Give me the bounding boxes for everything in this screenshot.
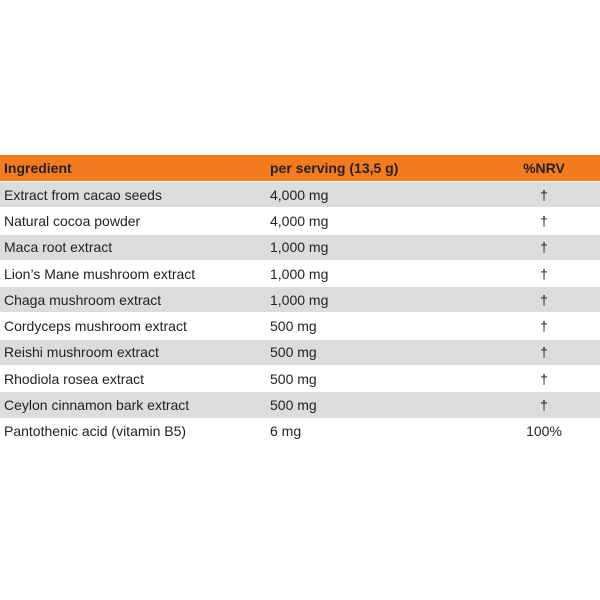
amount-cell: 1,000 mg — [270, 265, 329, 282]
table-row — [0, 235, 600, 261]
nrv-cell: † — [540, 265, 548, 282]
table-row — [0, 313, 600, 339]
amount-cell: 500 mg — [270, 344, 317, 361]
amount-cell: 500 mg — [270, 318, 317, 335]
ingredient-cell: Lion’s Mane mushroom extract — [4, 265, 196, 282]
amount-cell: 500 mg — [270, 370, 317, 387]
ingredient-cell: Extract from cacao seeds — [4, 186, 162, 203]
nrv-cell: † — [540, 291, 548, 308]
header-ingredient: Ingredient — [4, 160, 72, 176]
nrv-cell: † — [540, 344, 548, 361]
nrv-cell: † — [540, 318, 548, 335]
header-nrv: %NRV — [523, 160, 565, 176]
table-row — [0, 366, 600, 392]
amount-cell: 1,000 mg — [270, 239, 329, 256]
amount-cell: 4,000 mg — [270, 186, 329, 203]
table-row — [0, 261, 600, 287]
table-row — [0, 287, 600, 313]
table-header-row — [0, 155, 600, 182]
table-row — [0, 208, 600, 234]
ingredient-cell: Ceylon cinnamon bark extract — [4, 397, 190, 414]
amount-cell: 6 mg — [270, 423, 302, 440]
ingredient-cell: Rhodiola rosea extract — [4, 370, 145, 387]
table-row — [0, 182, 600, 208]
nrv-cell: † — [540, 212, 548, 229]
table-row — [0, 419, 600, 445]
ingredient-cell: Natural cocoa powder — [4, 212, 141, 229]
nrv-cell: 100% — [526, 423, 562, 440]
nrv-cell: † — [540, 186, 548, 203]
table-row — [0, 340, 600, 366]
nrv-cell: † — [540, 370, 548, 387]
ingredient-cell: Pantothenic acid (vitamin B5) — [4, 423, 187, 440]
ingredient-cell: Cordyceps mushroom extract — [4, 318, 187, 335]
ingredient-cell: Reishi mushroom extract — [4, 344, 159, 361]
ingredient-cell: Maca root extract — [4, 239, 113, 256]
table-row — [0, 392, 600, 418]
ingredient-cell: Chaga mushroom extract — [4, 291, 162, 308]
amount-cell: 1,000 mg — [270, 291, 329, 308]
amount-cell: 500 mg — [270, 397, 317, 414]
nrv-cell: † — [540, 397, 548, 414]
nutrition-table — [0, 155, 600, 445]
header-per-serving: per serving (13,5 g) — [270, 160, 399, 176]
amount-cell: 4,000 mg — [270, 212, 329, 229]
nrv-cell: † — [540, 239, 548, 256]
